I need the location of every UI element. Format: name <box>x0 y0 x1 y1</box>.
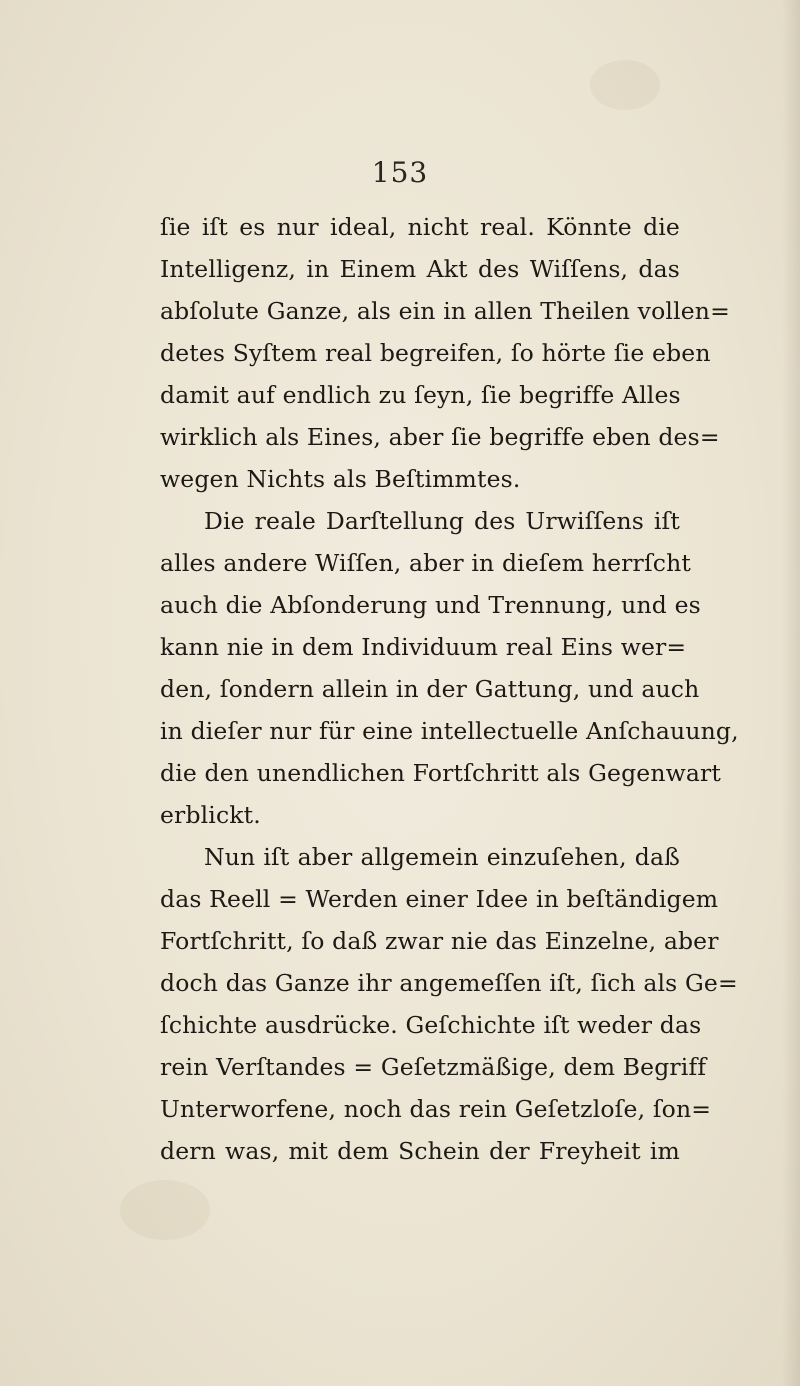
text-line: den, ſondern allein in der Gattung, und auch <box>160 675 700 703</box>
paper-stain <box>120 1180 210 1240</box>
text-line: wegen Nichts als Beſtimmtes. <box>160 465 521 493</box>
text-line: Fortſchritt, ſo daß zwar nie das Einzelne, aber <box>160 927 719 955</box>
text-line: die den unendlichen Fortſchritt als Gegenwart <box>160 759 722 787</box>
text-line: Unterworfene, noch das rein Geſetzloſe, ſon= <box>160 1095 712 1123</box>
text-line: detes Syſtem real begreifen, ſo hörte ſie eben <box>160 339 711 367</box>
text-line: ſie iſt es nur ideal, nicht real. Könnte die <box>160 213 680 241</box>
page-number: 153 <box>371 156 429 189</box>
text-line: doch das Ganze ihr angemeſſen iſt, ſich als Ge= <box>160 969 738 997</box>
text-line: Intelligenz, in Einem Akt des Wiſſens, das <box>160 255 680 283</box>
text-line: alles andere Wiſſen, aber in dieſem herrſcht <box>160 549 691 577</box>
page-edge-shadow <box>782 0 800 1386</box>
body-text <box>160 206 739 1172</box>
text-line: das Reell = Werden einer Idee in beſtändigem <box>160 885 719 913</box>
text-line: abſolute Ganze, als ein in allen Theilen vollen= <box>160 297 730 325</box>
text-line: auch die Abſonderung und Trennung, und es <box>160 591 701 619</box>
text-line: ſchichte ausdrücke. Geſchichte iſt weder das <box>160 1011 702 1039</box>
text-line: rein Verſtandes = Geſetzmäßige, dem Begriff <box>160 1053 707 1081</box>
text-line: Nun iſt aber allgemein einzuſehen, daß <box>204 843 680 871</box>
text-line: in dieſer nur für eine intellectuelle Anſchauung, <box>160 717 739 745</box>
text-line: erblickt. <box>160 801 261 829</box>
text-line: wirklich als Eines, aber ſie begriffe eben des= <box>160 423 720 451</box>
text-line: Die reale Darſtellung des Urwiſſens iſt <box>204 507 680 535</box>
paper-stain <box>590 60 660 110</box>
text-line: kann nie in dem Individuum real Eins wer= <box>160 633 687 661</box>
text-line: damit auf endlich zu ſeyn, ſie begriffe Alles <box>160 381 681 409</box>
text-line: dern was, mit dem Schein der Freyheit im <box>160 1137 680 1165</box>
